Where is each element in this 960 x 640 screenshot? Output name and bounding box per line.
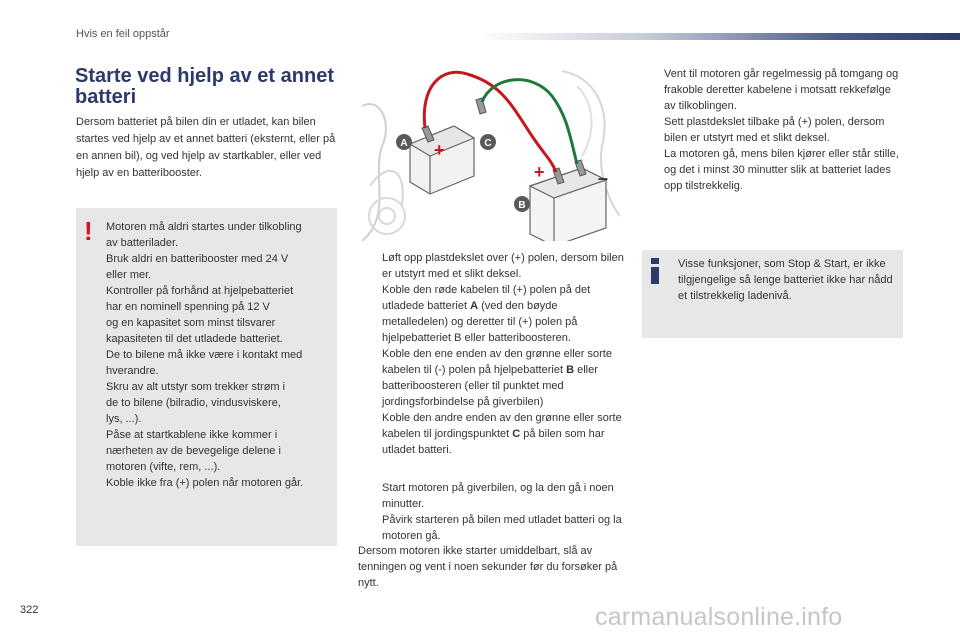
warning-line: Motoren må aldri startes under tilkobling bbox=[106, 221, 302, 233]
step-item bbox=[358, 250, 624, 282]
step-item bbox=[640, 114, 902, 146]
info-icon bbox=[649, 258, 662, 284]
step-text: Start motoren på giverbilen, og la den gå i noen minutter. bbox=[382, 482, 614, 510]
page-title-line2: batteri bbox=[75, 86, 137, 108]
step-text: Koble den røde kabelen til (+) polen på det utladede batteriet bbox=[382, 284, 591, 312]
label-b: B bbox=[518, 200, 526, 211]
step-text-cont: eller batteriboosteren (eller til punktet med jordingsforbindelse på giverbilen) bbox=[382, 364, 598, 408]
step-text: Vent til motoren går regelmessig på tomgang og frakoble deretter kabelene i motsatt rekkefølge av tilkoblingen. bbox=[664, 68, 899, 112]
step-item bbox=[640, 66, 902, 114]
plus-sign-a: + bbox=[434, 140, 445, 160]
steps-list-2 bbox=[358, 480, 624, 544]
warning-line: eller mer. bbox=[106, 269, 152, 281]
step-text: La motoren gå, mens bilen kjører eller står stille, og det i minst 30 minutter slik at batteriet lades opp tilstrekkelig. bbox=[664, 148, 899, 192]
step-item bbox=[358, 282, 624, 346]
step-label-bold: B bbox=[566, 364, 575, 376]
warning-line: av batterilader. bbox=[106, 237, 179, 249]
step-item bbox=[358, 512, 624, 544]
page-number: 322 bbox=[20, 604, 39, 616]
warning-line: Bruk aldri en batteribooster med 24 V bbox=[106, 253, 289, 265]
jump-start-illustration bbox=[362, 66, 620, 241]
warning-line: de to bilene (bilradio, vindusviskere, bbox=[106, 397, 281, 409]
header-bar bbox=[478, 33, 960, 40]
step-item bbox=[358, 346, 624, 410]
step-text: Påvirk starteren på bilen med utladet batteri og la motoren gå. bbox=[382, 514, 622, 542]
step-text-cont: (ved den bøyde metalledelen) og deretter til (+) polen på hjelpebatteriet B eller batteriboosteren. bbox=[382, 300, 578, 344]
label-c: C bbox=[484, 138, 492, 149]
step-item bbox=[640, 146, 902, 194]
warning-line: nærheten av de bevegelige delene i bbox=[106, 445, 281, 457]
step-label-bold: C bbox=[512, 428, 521, 440]
warning-icon: ! bbox=[84, 216, 93, 246]
step-text-cont: på bilen som har utladet batteri. bbox=[382, 428, 605, 456]
warning-line: Skru av alt utstyr som trekker strøm i bbox=[106, 381, 286, 393]
warning-line: lys, ...). bbox=[106, 413, 142, 425]
retry-note: Dersom motoren ikke starter umiddelbart, slå av tenningen og vent i noen sekunder før du forsøker på nytt. bbox=[358, 545, 618, 589]
warning-line: Påse at startkablene ikke kommer i bbox=[106, 429, 278, 441]
warning-line: Kontroller på forhånd at hjelpebatteriet bbox=[106, 285, 294, 297]
section-title: Hvis en feil oppstår bbox=[76, 28, 170, 40]
step-text: Løft opp plastdekslet over (+) polen, dersom bilen er utstyrt med et slikt deksel. bbox=[382, 252, 624, 280]
page-title bbox=[75, 66, 334, 108]
step-item bbox=[358, 410, 624, 458]
warning-line: har en nominell spenning på 12 V bbox=[106, 301, 270, 313]
step-item bbox=[358, 480, 624, 512]
step-text: Sett plastdekslet tilbake på (+) polen, dersom bilen er utstyrt med et slikt deksel. bbox=[664, 116, 885, 144]
step-text: Koble den andre enden av den grønne eller sorte kabelen til jordingspunktet bbox=[382, 412, 622, 440]
intro-paragraph: Dersom batteriet på bilen din er utladet, kan bilen startes ved hjelp av et annet batteri (eksternt, eller på en annen bil), og ved hjelp av startkabler, eller ved hjelp av en batteribooster. bbox=[76, 116, 336, 179]
label-a: A bbox=[400, 138, 408, 149]
warning-text bbox=[106, 219, 330, 491]
steps-list-1 bbox=[358, 250, 624, 458]
plus-sign-b: + bbox=[534, 162, 545, 182]
step-label-bold: A bbox=[470, 300, 479, 312]
step-text: Koble den ene enden av den grønne eller sorte kabelen til (-) polen på hjelpebatteriet bbox=[382, 348, 612, 376]
info-text: Visse funksjoner, som Stop & Start, er ikke tilgjengelige så lenge batteriet ikke har nådd et tilstrekkelig ladenivå. bbox=[678, 258, 893, 302]
minus-sign-b: – bbox=[598, 168, 609, 188]
watermark: carmanualsonline.info bbox=[595, 603, 843, 631]
page-title-line1: Starte ved hjelp av et annet bbox=[75, 65, 334, 87]
warning-line: Koble ikke fra (+) polen når motoren går. bbox=[106, 477, 304, 489]
warning-line: motoren (vifte, rem, ...). bbox=[106, 461, 221, 473]
warning-line: kapasiteten til det utladede batteriet. bbox=[106, 333, 283, 345]
warning-line: og en kapasitet som minst tilsvarer bbox=[106, 317, 276, 329]
warning-line: De to bilene må ikke være i kontakt med bbox=[106, 349, 303, 361]
steps-list-3 bbox=[640, 66, 902, 194]
warning-line: hverandre. bbox=[106, 365, 159, 377]
